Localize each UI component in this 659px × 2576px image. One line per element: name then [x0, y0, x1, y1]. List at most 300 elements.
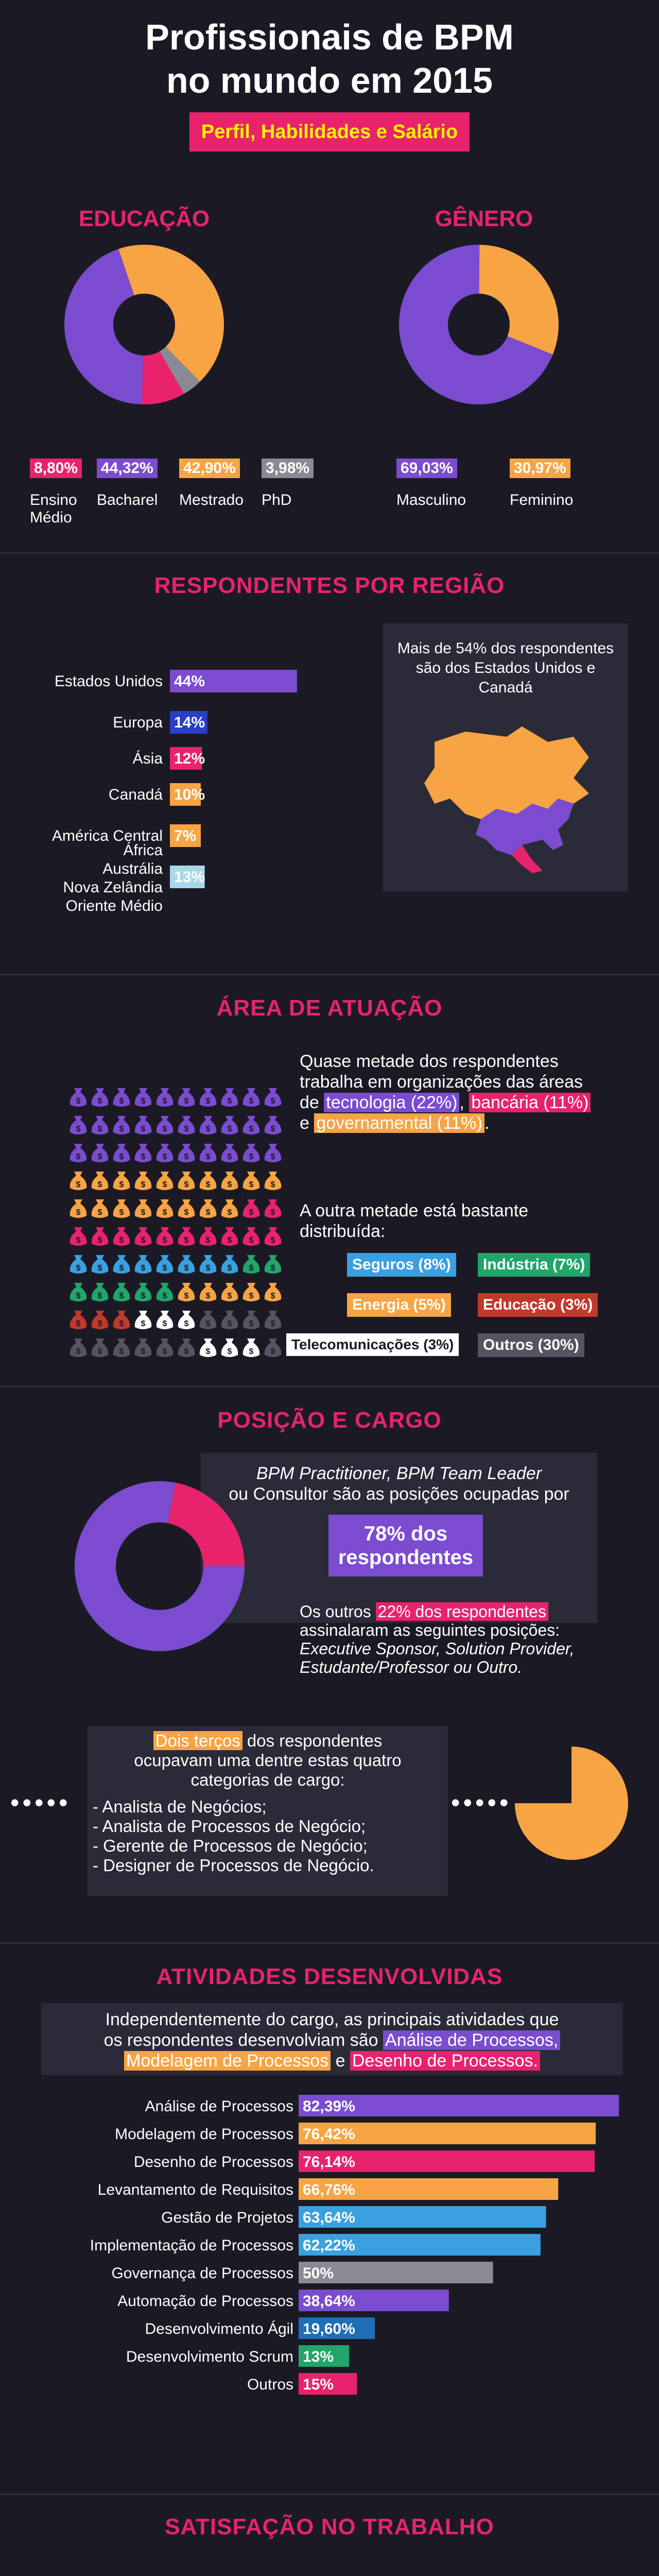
svg-text:$: $: [249, 1236, 254, 1245]
svg-text:$: $: [162, 1153, 167, 1161]
activities-chart: [0, 2087, 659, 2416]
position-donut: [72, 1479, 247, 1654]
activity-label: Modelagem de Processos: [115, 2126, 293, 2143]
region-category-label: América Central: [51, 827, 163, 844]
money-bag-icon: [200, 1283, 217, 1301]
region-category-label: Europa: [113, 714, 163, 731]
activities-intro-line: Independentemente do cargo, as principais atividades que: [105, 2010, 559, 2029]
svg-text:$: $: [249, 1319, 254, 1328]
money-bag-icon: [265, 1172, 282, 1190]
svg-text:$: $: [184, 1153, 189, 1161]
position-box-text: [211, 1463, 587, 1504]
money-bag-icon: [265, 1088, 282, 1107]
money-bag-icon: [157, 1116, 174, 1134]
svg-text:$: $: [119, 1208, 124, 1217]
area-highlight-tecnologia: tecnologia (22%): [324, 1093, 459, 1112]
money-bag-icon: [243, 1283, 260, 1301]
money-bag-icon: [92, 1144, 109, 1162]
money-bag-icon: [92, 1283, 109, 1301]
svg-text:$: $: [184, 1180, 189, 1189]
roles-intro-line: ocupavam uma dentre estas quatro: [134, 1751, 402, 1770]
activities-intro: [46, 2009, 618, 2071]
svg-text:$: $: [270, 1180, 275, 1189]
svg-text:$: $: [184, 1125, 189, 1133]
education-donut: [62, 242, 227, 407]
svg-text:$: $: [227, 1097, 232, 1106]
svg-text:$: $: [97, 1292, 102, 1300]
pacman-pie-icon: [510, 1741, 633, 1865]
money-bag-icon: [113, 1144, 130, 1162]
region-value-label: 7%: [174, 827, 197, 844]
svg-text:$: $: [76, 1208, 81, 1217]
svg-text:$: $: [184, 1347, 189, 1356]
svg-text:$: $: [76, 1347, 81, 1356]
money-bag-icon: [265, 1255, 282, 1274]
money-bag-icon: [92, 1255, 109, 1274]
money-bag-icon: [178, 1199, 195, 1218]
gender-category-label: Masculino: [396, 492, 466, 509]
roles-intro-text: dos respondentes: [242, 1731, 383, 1750]
money-bag-icon: [157, 1283, 174, 1301]
divider: [0, 2494, 659, 2495]
svg-text:$: $: [270, 1208, 275, 1217]
svg-text:$: $: [249, 1125, 254, 1133]
money-bag-icon: [92, 1227, 109, 1246]
activity-value-label: 62,22%: [303, 2237, 355, 2254]
money-bag-icon: [113, 1227, 130, 1246]
money-bag-icon: [178, 1283, 195, 1301]
svg-text:$: $: [162, 1125, 167, 1133]
svg-text:$: $: [249, 1347, 254, 1356]
svg-text:$: $: [227, 1347, 232, 1356]
money-bag-icon: [70, 1144, 87, 1162]
svg-text:$: $: [227, 1153, 232, 1161]
money-bag-icon: [221, 1199, 238, 1218]
money-bag-icon: [221, 1338, 238, 1357]
money-bag-icon: [70, 1199, 87, 1218]
svg-text:$: $: [249, 1264, 254, 1273]
area-intro-text: .: [484, 1113, 490, 1133]
money-bag-icon: [157, 1088, 174, 1107]
region-category-label: Austrália: [102, 860, 163, 877]
money-bag-icon: [70, 1283, 87, 1301]
area-tag: Telecomunicações (3%): [286, 1333, 459, 1356]
money-bag-icon-grid: [67, 1082, 288, 1370]
svg-text:$: $: [97, 1097, 102, 1106]
activity-label: Desenvolvimento Ágil: [145, 2320, 293, 2337]
region-title: RESPONDENTES POR REGIÃO: [154, 573, 505, 598]
svg-text:$: $: [227, 1319, 232, 1328]
activity-label: Desenho de Processos: [133, 2154, 293, 2171]
svg-text:$: $: [205, 1264, 211, 1273]
dots-right: •••••: [451, 1788, 512, 1817]
activity-value-label: 76,14%: [303, 2154, 355, 2171]
activity-value-label: 66,76%: [303, 2181, 355, 2198]
svg-text:$: $: [76, 1292, 81, 1300]
money-bag-icon: [135, 1338, 152, 1357]
divider: [0, 1942, 659, 1944]
money-bag-icon: [92, 1088, 109, 1107]
money-bag-icon: [70, 1116, 87, 1134]
money-bag-icon: [221, 1227, 238, 1246]
position-slice-others: [168, 1483, 245, 1566]
region-category-label: Ásia: [132, 750, 163, 767]
svg-text:$: $: [119, 1236, 124, 1245]
svg-text:$: $: [227, 1180, 232, 1189]
svg-text:$: $: [249, 1292, 254, 1300]
svg-text:$: $: [270, 1097, 275, 1106]
money-bag-icon: [135, 1255, 152, 1274]
svg-text:$: $: [205, 1125, 211, 1133]
money-bag-icon: [243, 1255, 260, 1274]
svg-text:$: $: [97, 1125, 102, 1133]
position-big-pct: 78% dos: [363, 1522, 448, 1545]
svg-text:$: $: [184, 1208, 189, 1217]
money-bag-icon: [243, 1088, 260, 1107]
svg-text:$: $: [162, 1264, 167, 1273]
activities-intro-text: os respondentes desenvolviam são: [103, 2030, 384, 2050]
money-bag-icon: [243, 1199, 260, 1218]
money-bag-icon: [265, 1227, 282, 1246]
money-bag-icon: [265, 1338, 282, 1357]
money-bag-icon: [221, 1116, 238, 1134]
svg-text:$: $: [162, 1097, 167, 1106]
svg-text:$: $: [249, 1153, 254, 1161]
money-bag-icon: [178, 1311, 195, 1329]
region-note: Mais de 54% dos respondentes são dos Estados Unidos e Canadá: [397, 640, 614, 696]
region-value-label: 13%: [174, 869, 205, 886]
activity-value-label: 50%: [303, 2265, 334, 2282]
area-tag: Educação (3%): [478, 1293, 598, 1317]
activity-label: Desenvolvimento Scrum: [126, 2348, 293, 2365]
money-bag-icon: [200, 1227, 217, 1246]
position-others-line: Estudante/Professor ou Outro.: [300, 1658, 523, 1676]
region-chart: [0, 654, 381, 943]
area-tag: Seguros (8%): [347, 1253, 456, 1277]
money-bag-icon: [178, 1227, 195, 1246]
money-bag-icon: [178, 1172, 195, 1190]
money-bag-icon: [157, 1144, 174, 1162]
svg-text:$: $: [270, 1319, 275, 1328]
money-bag-icon: [200, 1338, 217, 1357]
area-highlight-governamental: governamental (11%): [314, 1113, 484, 1133]
svg-text:$: $: [184, 1264, 189, 1273]
area-intro-line: [300, 1113, 639, 1133]
svg-text:$: $: [119, 1319, 124, 1328]
area-intro-line: [300, 1092, 639, 1113]
activity-label: Gestão de Projetos: [161, 2209, 293, 2226]
region-value-label: 14%: [174, 714, 205, 731]
money-bag-icon: [113, 1199, 130, 1218]
svg-text:$: $: [205, 1292, 211, 1300]
svg-text:$: $: [249, 1097, 254, 1106]
svg-text:$: $: [162, 1347, 167, 1356]
activity-label: Implementação de Processos: [90, 2237, 293, 2254]
money-bag-icon: [113, 1283, 130, 1301]
money-bag-icon: [135, 1144, 152, 1162]
activity-value-label: 82,39%: [303, 2098, 355, 2115]
position-others-text: Os outros: [300, 1602, 376, 1621]
svg-text:$: $: [119, 1347, 124, 1356]
money-bag-icon: [221, 1144, 238, 1162]
money-bag-icon: [135, 1172, 152, 1190]
svg-text:$: $: [141, 1236, 146, 1245]
svg-text:$: $: [141, 1347, 146, 1356]
activities-title: ATIVIDADES DESENVOLVIDAS: [156, 1964, 503, 1989]
area-intro-text: ,: [459, 1093, 470, 1112]
svg-text:$: $: [119, 1153, 124, 1161]
money-bag-icon: [200, 1116, 217, 1134]
money-bag-icon: [113, 1311, 130, 1329]
money-bag-icon: [70, 1172, 87, 1190]
money-bag-icon: [243, 1116, 260, 1134]
svg-text:$: $: [205, 1180, 211, 1189]
education-legend: [30, 459, 349, 541]
roles-intro-line: categorias de cargo:: [190, 1770, 345, 1789]
svg-text:$: $: [97, 1319, 102, 1328]
money-bag-icon: [265, 1311, 282, 1329]
money-bag-icon: [200, 1255, 217, 1274]
money-bag-icon: [92, 1199, 109, 1218]
position-box-line: ou Consultor são as posições ocupadas por: [229, 1484, 569, 1504]
region-value-label: 44%: [174, 673, 205, 690]
money-bag-icon: [265, 1116, 282, 1134]
position-others-highlight: 22% dos respondentes: [376, 1602, 548, 1621]
money-bag-icon: [178, 1144, 195, 1162]
activity-label: Levantamento de Requisitos: [97, 2181, 293, 2198]
svg-text:$: $: [205, 1208, 211, 1217]
activities-intro-line: [46, 2050, 618, 2071]
svg-text:$: $: [76, 1180, 81, 1189]
money-bag-icon: [221, 1088, 238, 1107]
money-bag-icon: [113, 1116, 130, 1134]
position-title: POSIÇÃO E CARGO: [217, 1408, 442, 1433]
education-category-label: Bacharel: [97, 492, 158, 509]
money-bag-icon: [243, 1227, 260, 1246]
role-item: - Gerente de Processos de Negócio;: [93, 1836, 368, 1855]
money-bag-icon: [265, 1199, 282, 1218]
svg-text:$: $: [119, 1180, 124, 1189]
title-line-1: Profissionais de BPM: [145, 17, 514, 57]
money-bag-icon: [135, 1283, 152, 1301]
svg-text:$: $: [205, 1319, 211, 1328]
position-box-line: BPM Practitioner, BPM Team Leader: [256, 1464, 542, 1483]
svg-text:$: $: [184, 1319, 189, 1328]
money-bag-icon: [265, 1283, 282, 1301]
svg-text:$: $: [141, 1208, 146, 1217]
page-subtitle: Perfil, Habilidades e Salário: [189, 112, 470, 151]
svg-text:$: $: [141, 1153, 146, 1161]
money-bag-icon: [200, 1088, 217, 1107]
svg-text:$: $: [162, 1236, 167, 1245]
education-pct-label: 44,32%: [97, 459, 158, 478]
region-category-label: Oriente Médio: [65, 897, 163, 914]
money-bag-icon: [178, 1338, 195, 1357]
money-bag-icon: [92, 1172, 109, 1190]
svg-text:$: $: [184, 1236, 189, 1245]
role-item: - Analista de Negócios;: [93, 1797, 267, 1816]
activity-value-label: 38,64%: [303, 2293, 355, 2310]
money-bag-icon: [243, 1144, 260, 1162]
svg-text:$: $: [270, 1236, 275, 1245]
activities-highlight: Análise de Processos,: [383, 2030, 560, 2050]
money-bag-icon: [178, 1088, 195, 1107]
area-tag: Outros (30%): [478, 1333, 584, 1357]
education-title: EDUCAÇÃO: [78, 206, 210, 231]
svg-text:$: $: [119, 1097, 124, 1106]
svg-text:$: $: [249, 1208, 254, 1217]
title-line-2: no mundo em 2015: [166, 60, 493, 100]
svg-text:$: $: [119, 1125, 124, 1133]
svg-text:$: $: [141, 1097, 146, 1106]
money-bag-icon: [157, 1227, 174, 1246]
roles-text: [93, 1731, 443, 1875]
svg-text:$: $: [205, 1236, 211, 1245]
position-others-line: Executive Sponsor, Solution Provider,: [300, 1639, 575, 1658]
money-bag-icon: [157, 1311, 174, 1329]
dots-left: •••••: [10, 1788, 71, 1817]
svg-text:$: $: [249, 1180, 254, 1189]
region-note-box: [383, 623, 628, 891]
money-bag-icon: [157, 1172, 174, 1190]
money-bag-icon: [92, 1116, 109, 1134]
svg-text:$: $: [270, 1292, 275, 1300]
svg-text:$: $: [141, 1264, 146, 1273]
gender-slice-feminino: [479, 245, 559, 354]
money-bag-icon: [92, 1311, 109, 1329]
svg-text:$: $: [76, 1264, 81, 1273]
svg-text:$: $: [227, 1125, 232, 1133]
svg-text:$: $: [227, 1292, 232, 1300]
money-bag-icon: [178, 1255, 195, 1274]
role-item: - Analista de Processos de Negócio;: [93, 1817, 366, 1836]
education-pct-label: 8,80%: [30, 459, 82, 478]
region-category-label: Nova Zelândia: [63, 879, 163, 896]
area-other-line: A outra metade está bastante: [300, 1201, 529, 1221]
activity-value-label: 19,60%: [303, 2320, 355, 2337]
activities-highlight: Modelagem de Processos: [124, 2051, 331, 2071]
money-bag-icon: [70, 1227, 87, 1246]
gender-legend: [396, 459, 602, 520]
area-tag: Energia (5%): [347, 1293, 451, 1317]
role-item: - Designer de Processos de Negócio.: [93, 1856, 374, 1875]
money-bag-icon: [135, 1311, 152, 1329]
svg-text:$: $: [76, 1097, 81, 1106]
education-pct-label: 42,90%: [179, 459, 240, 478]
svg-text:$: $: [76, 1236, 81, 1245]
svg-text:$: $: [97, 1236, 102, 1245]
activities-intro-text: e: [331, 2051, 350, 2071]
money-bag-icon: [92, 1338, 109, 1357]
divider: [0, 552, 659, 554]
svg-text:$: $: [162, 1292, 167, 1300]
activity-value-label: 63,64%: [303, 2209, 355, 2226]
area-tag: Indústria (7%): [478, 1253, 590, 1277]
money-bag-icon: [200, 1144, 217, 1162]
area-intro-line: Quase metade dos respondentes: [300, 1052, 559, 1071]
money-bag-icon: [70, 1338, 87, 1357]
svg-text:$: $: [97, 1264, 102, 1273]
gender-pct-label: 30,97%: [510, 459, 570, 478]
money-bag-icon: [178, 1116, 195, 1134]
svg-text:$: $: [97, 1153, 102, 1161]
svg-text:$: $: [270, 1125, 275, 1133]
money-bag-icon: [113, 1255, 130, 1274]
area-intro-text: e: [300, 1113, 315, 1133]
gender-donut: [396, 242, 561, 407]
svg-text:$: $: [76, 1153, 81, 1161]
svg-text:$: $: [76, 1319, 81, 1328]
svg-text:$: $: [76, 1125, 81, 1133]
activity-label: Análise de Processos: [145, 2098, 293, 2115]
money-bag-icon: [200, 1311, 217, 1329]
area-title: ÁREA DE ATUAÇÃO: [216, 995, 443, 1021]
money-bag-icon: [221, 1255, 238, 1274]
svg-text:$: $: [141, 1180, 146, 1189]
svg-text:$: $: [141, 1125, 146, 1133]
money-bag-icon: [70, 1255, 87, 1274]
money-bag-icon: [221, 1283, 238, 1301]
area-intro-line: trabalha em organizações das áreas: [300, 1072, 583, 1092]
money-bag-icon: [135, 1088, 152, 1107]
svg-text:$: $: [162, 1319, 167, 1328]
divider: [0, 974, 659, 975]
svg-text:$: $: [141, 1292, 146, 1300]
money-bag-icon: [157, 1199, 174, 1218]
activity-label: Outros: [247, 2376, 293, 2393]
area-intro-text: de: [300, 1093, 324, 1112]
activities-highlight: Desenho de Processos.: [350, 2051, 540, 2071]
money-bag-icon: [265, 1144, 282, 1162]
money-bag-icon: [135, 1116, 152, 1134]
money-bag-icon: [70, 1311, 87, 1329]
education-category-label: Mestrado: [179, 492, 244, 509]
region-category-label: África: [123, 842, 163, 859]
svg-text:$: $: [227, 1264, 232, 1273]
svg-text:$: $: [162, 1208, 167, 1217]
money-bag-icon: [113, 1088, 130, 1107]
money-bag-icon: [200, 1199, 217, 1218]
region-value-label: 12%: [174, 750, 205, 767]
money-bag-icon: [113, 1172, 130, 1190]
svg-text:$: $: [97, 1180, 102, 1189]
money-bag-icon: [135, 1199, 152, 1218]
roles-intro-line: [93, 1731, 443, 1751]
gender-title: GÊNERO: [435, 206, 533, 231]
svg-text:$: $: [205, 1153, 211, 1161]
svg-text:$: $: [270, 1347, 275, 1356]
activity-value-label: 15%: [303, 2376, 334, 2393]
money-bag-icon: [221, 1172, 238, 1190]
activity-value-label: 76,42%: [303, 2126, 355, 2143]
money-bag-icon: [243, 1172, 260, 1190]
svg-text:$: $: [141, 1319, 146, 1328]
svg-text:$: $: [227, 1208, 232, 1217]
money-bag-icon: [135, 1227, 152, 1246]
area-other-line: distribuída:: [300, 1222, 386, 1241]
area-highlight-bancaria: bancária (11%): [469, 1093, 591, 1112]
money-bag-icon: [157, 1338, 174, 1357]
svg-text:$: $: [227, 1236, 232, 1245]
money-bag-icon: [70, 1088, 87, 1107]
roles-highlight: Dois terços: [153, 1731, 242, 1750]
money-bag-icon: [243, 1311, 260, 1329]
region-value-label: 10%: [174, 786, 205, 803]
education-pct-label: 3,98%: [262, 459, 314, 478]
position-others-line: assinalaram as seguintes posições:: [300, 1621, 560, 1639]
north-america-map-icon: [404, 721, 610, 876]
page-title: [0, 15, 659, 102]
